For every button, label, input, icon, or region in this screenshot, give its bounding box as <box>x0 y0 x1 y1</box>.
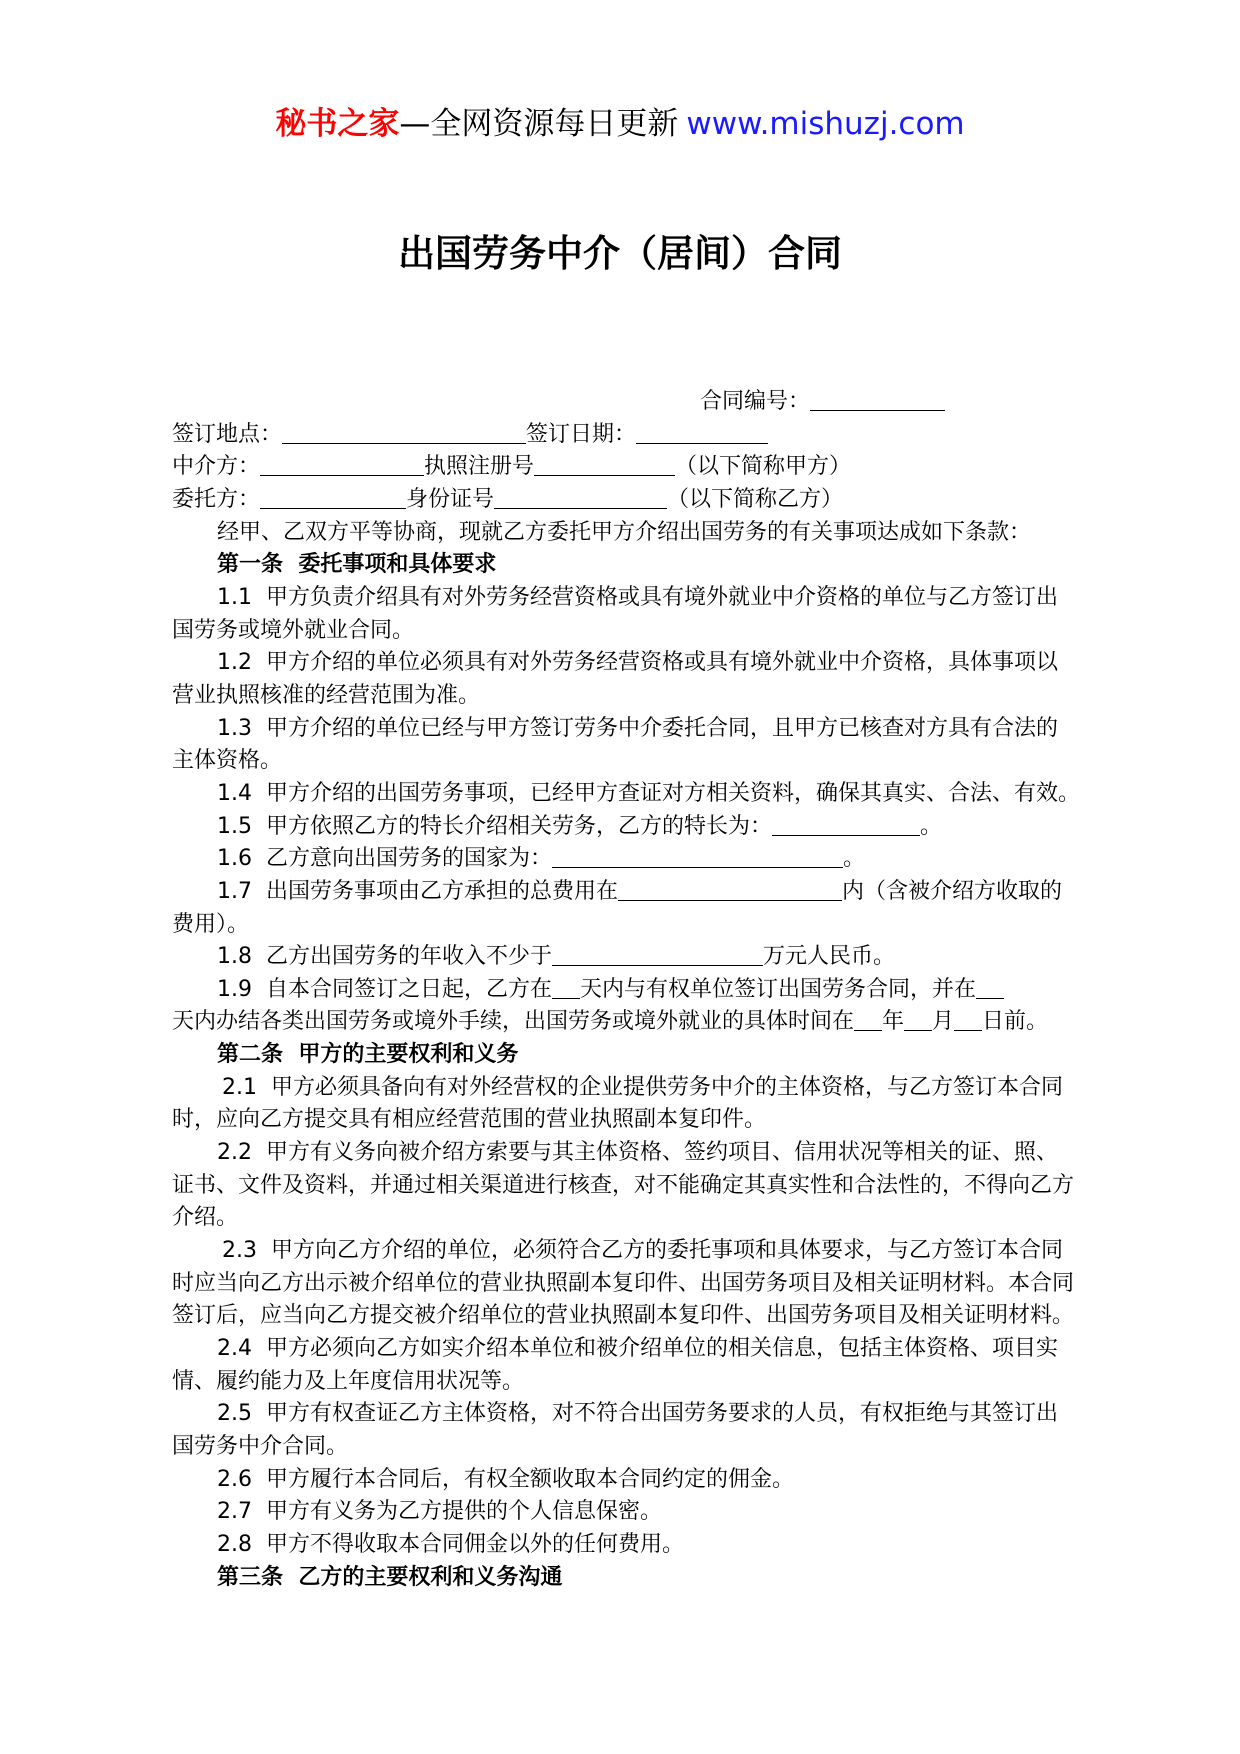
clause-text: 天内办结各类出国劳务或境外手续，出国劳务或境外就业的具体时间在 <box>172 1009 855 1035</box>
clause-line <box>172 876 1092 909</box>
days-blank <box>976 978 1004 999</box>
clause-line: 2.4 甲方必须向乙方如实介绍本单位和被介绍单位的相关信息，包括主体资格、项目实 <box>217 1336 1058 1362</box>
clause-line <box>172 974 1092 1007</box>
clause-text: 年 <box>882 1009 905 1035</box>
clause-text: 万元人民币。 <box>762 944 895 970</box>
clause-text: 1.7 出国劳务事项由乙方承担的总费用在 <box>217 878 618 904</box>
clause-1-2 <box>172 647 1092 712</box>
site-brand-name: 秘书之家 <box>275 106 400 142</box>
annual-income-blank <box>552 945 763 966</box>
clause-line: 签订后，应当向乙方提交被介绍单位的营业执照副本复印件、出国劳务项目及相关证明材料。 <box>172 1303 1075 1329</box>
contract-number-row <box>172 386 1092 419</box>
clause-line: 1.1 甲方负责介绍具有对外劳务经营资格或具有境外就业中介资格的单位与乙方签订出 <box>217 584 1058 610</box>
id-number-blank <box>494 488 667 509</box>
clause-2-5 <box>172 1398 1092 1463</box>
clause-2-4 <box>172 1333 1092 1398</box>
country-blank <box>552 847 843 868</box>
license-number-label: 执照注册号 <box>424 454 535 480</box>
clause-line: 1.3 甲方介绍的单位已经与甲方签订劳务中介委托合同，且甲方已核查对方具有合法的 <box>217 715 1058 741</box>
sign-place-label: 签订地点： <box>172 421 283 447</box>
clause-line: 2.3 甲方向乙方介绍的单位，必须符合乙方的委托事项和具体要求，与乙方签订本合同 <box>222 1238 1063 1264</box>
clause-1-3 <box>172 713 1092 778</box>
clause-2-1 <box>172 1072 1092 1137</box>
clause-line: 2.2 甲方有义务向被介绍方索要与其主体资格、签约项目、信用状况等相关的证、照、 <box>217 1140 1058 1166</box>
clause-text: 天内与有权单位签订出国劳务合同，并在 <box>579 976 976 1002</box>
sign-info-row <box>172 419 1092 452</box>
clause-line: 2.7 甲方有义务为乙方提供的个人信息保密。 <box>217 1499 662 1525</box>
intro-paragraph: 经甲、乙双方平等协商，现就乙方委托甲方介绍出国劳务的有关事项达成如下条款： <box>217 519 1032 545</box>
site-url-link[interactable]: www.mishuzj.com <box>686 106 965 142</box>
client-name-blank <box>260 488 406 509</box>
clause-text: 1.6 乙方意向出国劳务的国家为： <box>217 846 552 872</box>
clause-line: 时，应向乙方提交具有相应经营范围的营业执照副本复印件。 <box>172 1107 767 1133</box>
clause-line: 1.4 甲方介绍的出国劳务事项，已经甲方查证对方相关资料，确保其真实、合法、有效。 <box>217 780 1080 806</box>
clause-text: 月 <box>932 1009 955 1035</box>
contract-title: 出国劳务中介（居间）合同 <box>398 232 842 275</box>
specialty-blank <box>772 815 920 836</box>
clause-line <box>172 1006 1092 1039</box>
clause-line: 情、履约能力及上年度信用状况等。 <box>172 1368 525 1394</box>
clause-text: 。 <box>919 813 942 839</box>
clause-line: 2.1 甲方必须具备向有对外经营权的企业提供劳务中介的主体资格，与乙方签订本合同 <box>222 1074 1063 1100</box>
sign-date-blank <box>636 423 768 444</box>
month-blank <box>904 1010 932 1031</box>
clause-text: 1.8 乙方出国劳务的年收入不少于 <box>217 944 552 970</box>
site-header-banner <box>0 102 1240 146</box>
year-blank <box>854 1010 882 1031</box>
client-alias: （以下简称乙方） <box>667 486 844 512</box>
sign-place-blank <box>282 423 526 444</box>
clause-2-2 <box>172 1137 1092 1235</box>
clause-line: 介绍。 <box>172 1205 239 1231</box>
client-party-row <box>172 484 1092 517</box>
agent-party-row <box>172 451 1092 484</box>
clause-text: 1.5 甲方依照乙方的特长介绍相关劳务，乙方的特长为： <box>217 813 772 839</box>
clause-text: 。 <box>842 846 865 872</box>
clause-1-1 <box>172 582 1092 647</box>
contract-number-blank <box>810 390 945 411</box>
day-blank <box>954 1010 982 1031</box>
article-heading: 第三条 乙方的主要权利和义务沟通 <box>217 1564 563 1590</box>
article-heading: 第二条 甲方的主要权利和义务 <box>217 1042 519 1068</box>
client-label: 委托方： <box>172 486 261 512</box>
agent-alias: （以下简称甲方） <box>675 454 852 480</box>
clause-1-4 <box>172 778 1092 811</box>
clause-line: 营业执照核准的经营范围为准。 <box>172 682 481 708</box>
clause-2-7 <box>172 1496 1092 1529</box>
clause-1-8 <box>172 941 1092 974</box>
clause-line: 主体资格。 <box>172 748 283 774</box>
contract-number-label: 合同编号： <box>700 389 811 414</box>
clause-text: 日前。 <box>982 1009 1049 1035</box>
clause-text: 内（含被介绍方收取的 <box>841 878 1062 904</box>
sign-date-label: 签订日期： <box>526 421 637 447</box>
contract-body <box>172 386 1092 1594</box>
clause-1-6 <box>172 843 1092 876</box>
clause-line <box>172 941 1092 974</box>
clause-1-7 <box>172 876 1092 941</box>
site-slogan: —全网资源每日更新 <box>399 106 679 142</box>
clause-1-9 <box>172 974 1092 1039</box>
clause-2-6 <box>172 1464 1092 1497</box>
total-fee-blank <box>618 880 842 901</box>
clause-line: 费用）。 <box>172 911 250 937</box>
article-heading: 第一条 委托事项和具体要求 <box>217 552 497 578</box>
clause-line: 2.5 甲方有权查证乙方主体资格，对不符合出国劳务要求的人员，有权拒绝与其签订出 <box>217 1401 1058 1427</box>
clause-line: 时应当向乙方出示被介绍单位的营业执照副本复印件、出国劳务项目及相关证明材料。本合同 <box>172 1270 1075 1296</box>
clause-text: 1.9 自本合同签订之日起，乙方在 <box>217 976 552 1002</box>
clause-line <box>172 843 1092 876</box>
id-number-label: 身份证号 <box>406 486 495 512</box>
clause-2-3 <box>172 1235 1092 1333</box>
clause-line: 2.8 甲方不得收取本合同佣金以外的任何费用。 <box>217 1531 684 1557</box>
clause-line: 1.2 甲方介绍的单位必须具有对外劳务经营资格或具有境外就业中介资格，具体事项以 <box>217 650 1058 676</box>
clause-2-8 <box>172 1529 1092 1562</box>
clause-line <box>172 811 1092 844</box>
clause-1-5 <box>172 811 1092 844</box>
days-blank <box>552 978 580 999</box>
clause-line: 证书、文件及资料，并通过相关渠道进行核查，对不能确定其真实性和合法性的，不得向乙方 <box>172 1172 1075 1198</box>
clause-line: 国劳务中介合同。 <box>172 1434 349 1459</box>
license-number-blank <box>534 455 675 476</box>
clause-line: 2.6 甲方履行本合同后，有权全额收取本合同约定的佣金。 <box>217 1466 794 1492</box>
agent-label: 中介方： <box>172 454 261 480</box>
agent-name-blank <box>260 455 424 476</box>
clause-line: 国劳务或境外就业合同。 <box>172 617 415 643</box>
